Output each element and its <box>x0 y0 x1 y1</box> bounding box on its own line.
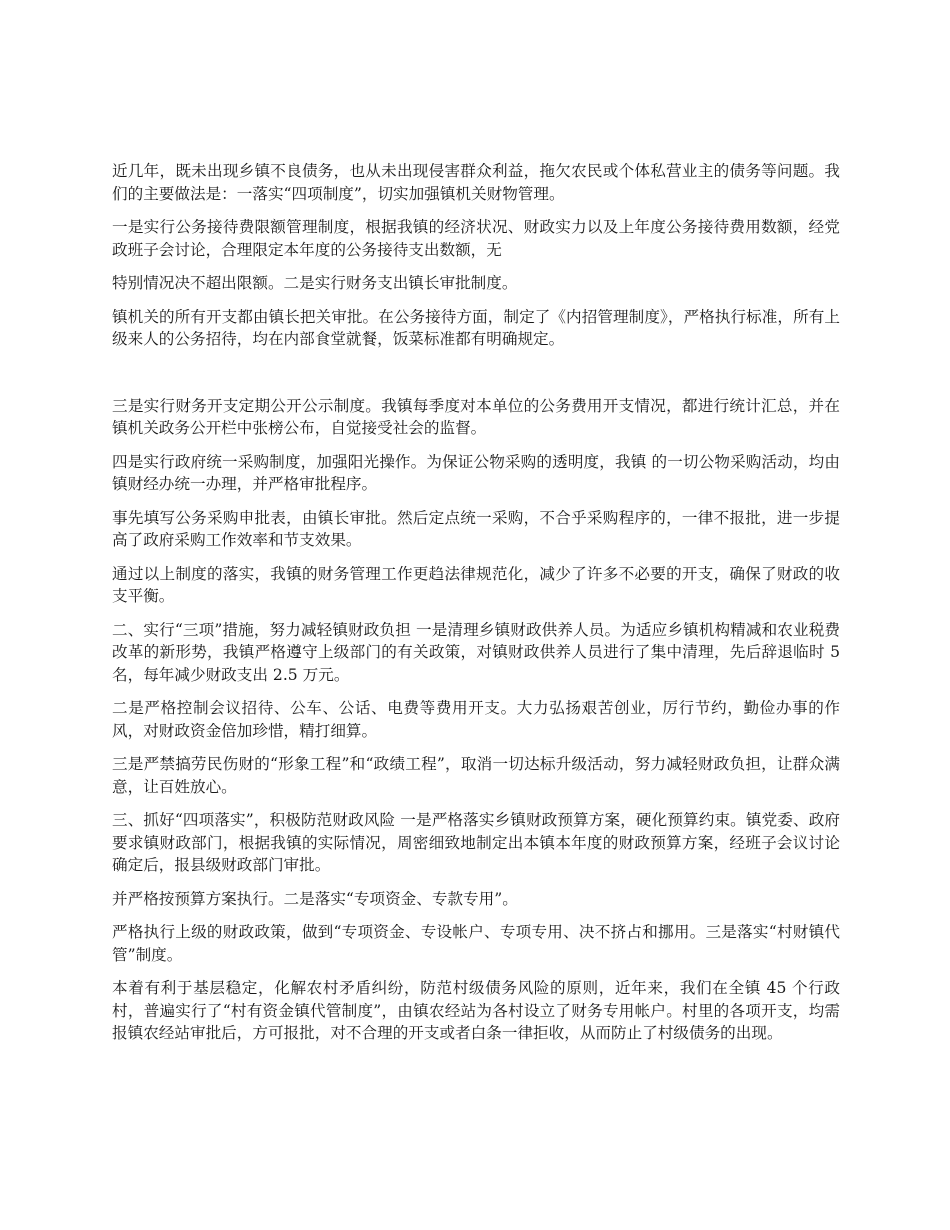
paragraph-7: 事先填写公务采购申批表，由镇长审批。然后定点统一采购，不合乎采购程序的，一律不报批，进一步提高了政府采购工作效率和节支效果。 <box>112 508 840 549</box>
paragraph-15: 本着有利于基层稳定，化解农村矛盾纠纷，防范村级债务风险的原则，近年来，我们在全镇 45 个行政村，普遍实行了“村有资金镇代管制度”，由镇农经站为各村设立了财务专用帐户。村里的各项开支，均需报镇农经站审批后，方可报批，对不合理的开支或者白条一律拒收，从而防止了村级债务的出现。 <box>112 979 840 1042</box>
paragraph-1: 近几年，既未出现乡镇不良债务，也从未出现侵害群众利益，拖欠农民或个体私营业主的债务等问题。我们的主要做法是：一落实“四项制度”，切实加强镇机关财物管理。 <box>112 162 840 203</box>
paragraph-3: 特别情况决不超出限额。二是实行财务支出镇长审批制度。 <box>112 274 518 292</box>
paragraph-12: 三、抓好“四项落实”，积极防范财政风险 一是严格落实乡镇财政预算方案，硬化预算约束。镇党委、政府要求镇财政部门，根据我镇的实际情况，周密细致地制定出本镇本年度的财政预算方案，经班子会议讨论确定后，报县级财政部门审批。 <box>112 811 840 874</box>
paragraph-11: 三是严禁搞劳民伤财的“形象工程”和“政绩工程”，取消一切达标升级活动，努力减轻财政负担，让群众满意，让百姓放心。 <box>112 755 840 796</box>
paragraph-5: 三是实行财务开支定期公开公示制度。我镇每季度对本单位的公务费用开支情况，都进行统计汇总，并在镇机关政务公开栏中张榜公布，自觉接受社会的监督。 <box>112 396 840 437</box>
paragraph-14: 严格执行上级的财政政策，做到“专项资金、专设帐户、专项专用、决不挤占和挪用。三是落实“村财镇代管”制度。 <box>112 923 840 964</box>
paragraph-6: 四是实行政府统一采购制度，加强阳光操作。为保证公物采购的透明度，我镇 的一切公物采购活动，均由镇财经办统一办理，并严格审批程序。 <box>112 452 840 493</box>
paragraph-9: 二、实行“三项”措施，努力减轻镇财政负担 一是清理乡镇财政供养人员。为适应乡镇机构精减和农业税费改革的新形势，我镇严格遵守上级部门的有关政策，对镇财政供养人员进行了集中清理，先后辞退临时 5 名，每年减少财政支出 2.5 万元。 <box>112 620 840 684</box>
document-body <box>112 160 840 1056</box>
paragraph-4: 镇机关的所有开支都由镇长把关审批。在公务接待方面，制定了《内招管理制度》，严格执行标准，所有上级来人的公务招待，均在内部食堂就餐，饭菜标准都有明确规定。 <box>112 307 840 348</box>
paragraph-13: 并严格按预算方案执行。二是落实“专项资金、专款专用”。 <box>112 889 518 908</box>
paragraph-10: 二是严格控制会议招待、公车、公话、电费等费用开支。大力弘扬艰苦创业，厉行节约，勤俭办事的作风，对财政资金倍加珍惜，精打细算。 <box>112 699 840 740</box>
paragraph-2: 一是实行公务接待费限额管理制度，根据我镇的经济状况、财政实力以及上年度公务接待费用数额，经党政班子会讨论，合理限定本年度的公务接待支出数额，无 <box>112 218 840 259</box>
paragraph-8: 通过以上制度的落实，我镇的财务管理工作更趋法律规范化，减少了许多不必要的开支，确保了财政的收支平衡。 <box>112 564 840 605</box>
